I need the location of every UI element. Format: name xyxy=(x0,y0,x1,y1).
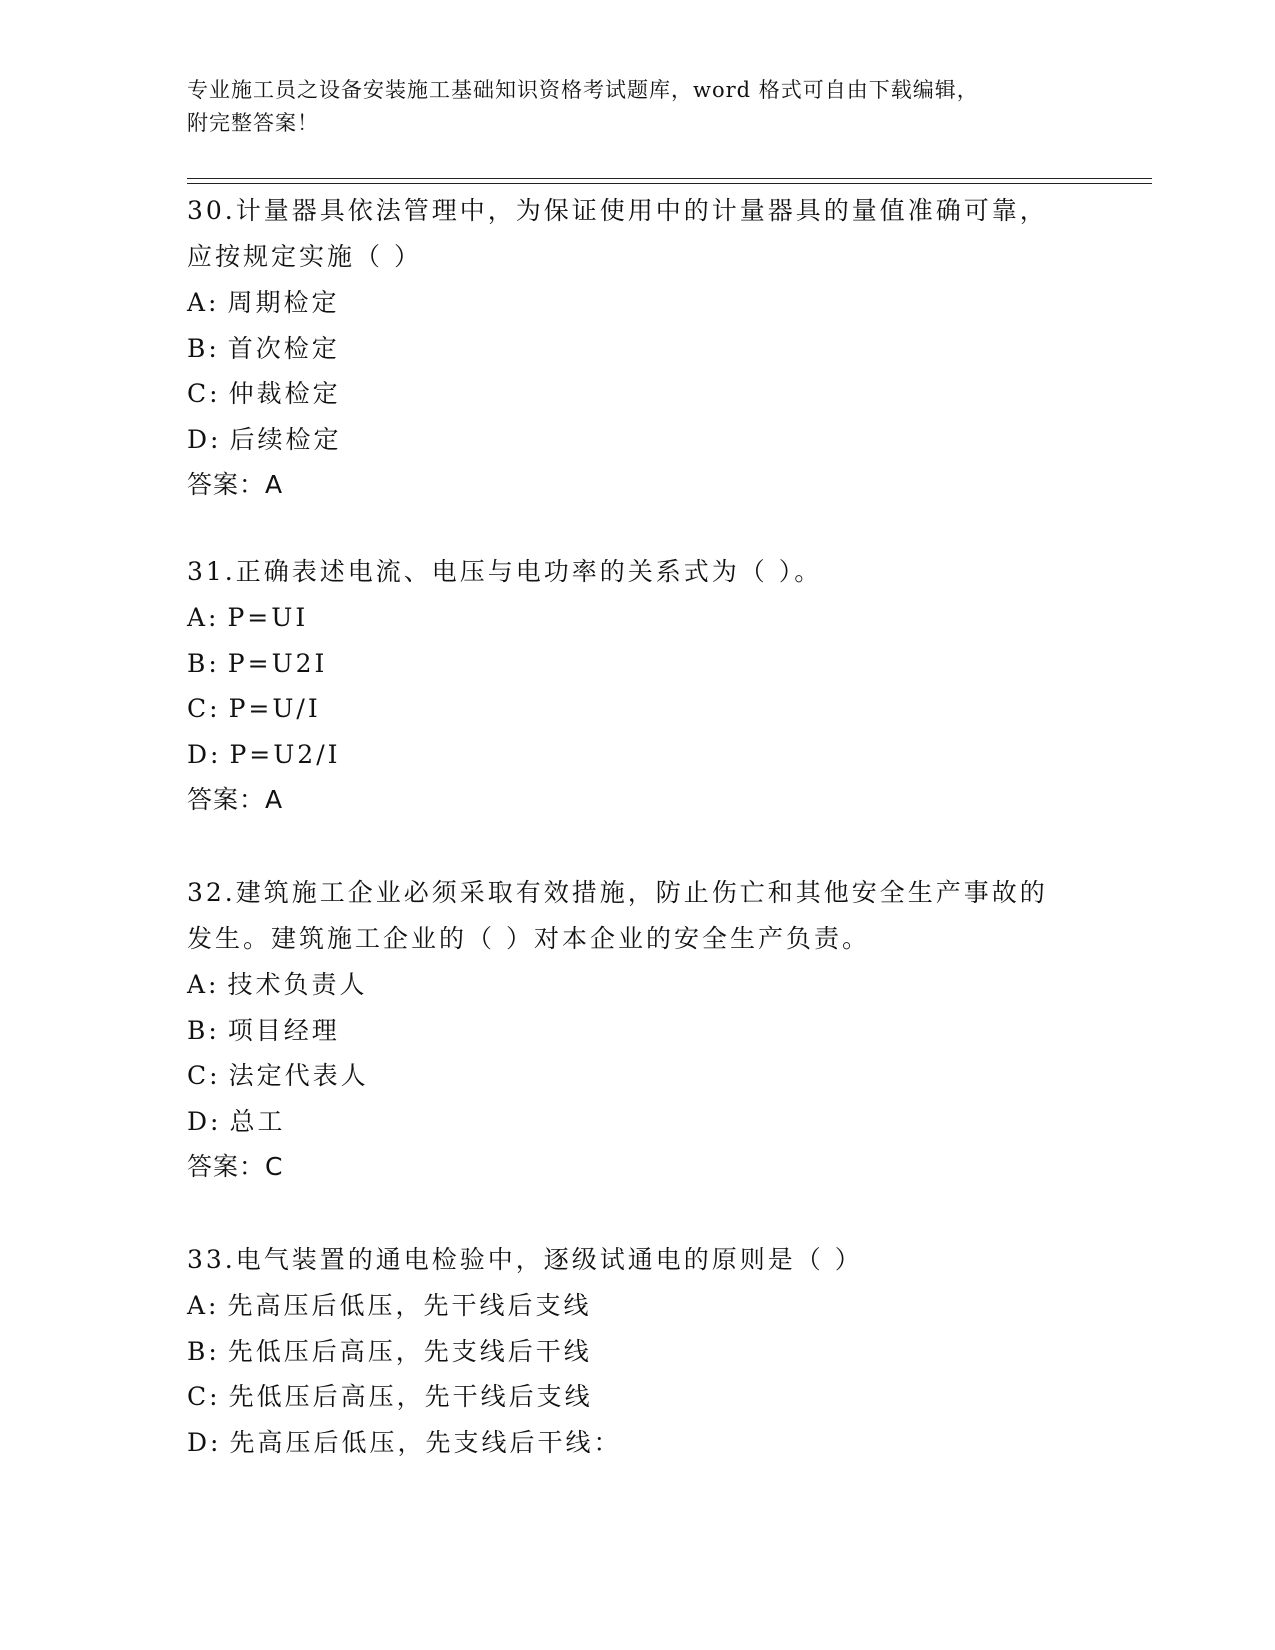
question-30 xyxy=(187,188,1087,508)
option-text: P=U/I xyxy=(228,694,321,723)
question-32 xyxy=(187,870,1087,1190)
option-text: 项目经理 xyxy=(227,1015,340,1045)
option-b xyxy=(187,1329,1087,1375)
stem-line: 33.电气装置的通电检验中，逐级试通电的原则是（ ） xyxy=(187,1245,863,1274)
option-text: 法定代表人 xyxy=(228,1061,369,1090)
option-key: A: xyxy=(187,970,220,999)
stem-line: 32.建筑施工企业必须采取有效措施，防止伤亡和其他安全生产事故的 xyxy=(187,878,1048,907)
option-text: P=U2I xyxy=(227,648,328,678)
option-text: 仲裁检定 xyxy=(228,379,341,408)
option-key: B: xyxy=(187,1015,220,1045)
option-text: 首次检定 xyxy=(227,333,340,363)
option-key: B: xyxy=(187,1336,220,1366)
option-text: 技术负责人 xyxy=(227,970,368,999)
option-b xyxy=(187,641,1087,687)
question-stem xyxy=(187,188,1087,280)
option-text: 先低压后高压，先支线后干线 xyxy=(227,1336,592,1366)
option-key: C: xyxy=(187,1061,221,1090)
option-a xyxy=(187,1283,1087,1329)
stem-line: 应按规定实施（ ） xyxy=(187,242,422,271)
option-a xyxy=(187,280,1087,326)
stem-line: 31.正确表述电流、电压与电功率的关系式为（ ）。 xyxy=(187,557,823,586)
question-33 xyxy=(187,1237,1087,1465)
option-key: C: xyxy=(187,694,221,723)
header-divider-top xyxy=(187,178,1152,179)
question-31 xyxy=(187,549,1087,823)
option-key: B: xyxy=(187,648,220,678)
option-b xyxy=(187,326,1087,372)
option-a xyxy=(187,962,1087,1008)
option-c xyxy=(187,371,1087,417)
option-d xyxy=(187,732,1087,778)
option-key: D: xyxy=(187,1106,222,1136)
option-c xyxy=(187,686,1087,732)
option-text: 总工 xyxy=(229,1106,286,1136)
option-c xyxy=(187,1053,1087,1099)
option-key: A: xyxy=(187,603,220,632)
option-text: 先低压后高压，先干线后支线 xyxy=(228,1382,593,1411)
option-b xyxy=(187,1008,1087,1054)
option-key: A: xyxy=(187,1291,220,1320)
header-line-1: 专业施工员之设备安装施工基础知识资格考试题库，word 格式可自由下载编辑， xyxy=(187,78,979,102)
document-header xyxy=(187,74,1087,140)
option-a xyxy=(187,595,1087,641)
option-d xyxy=(187,1420,1087,1466)
question-stem xyxy=(187,549,1087,595)
header-divider-bottom xyxy=(187,183,1152,184)
stem-line: 发生。建筑施工企业的（ ）对本企业的安全生产负责。 xyxy=(187,924,870,953)
answer-line: 答案：C xyxy=(187,1152,284,1181)
question-stem xyxy=(187,870,1087,962)
option-c xyxy=(187,1374,1087,1420)
option-text: 先高压后低压，先支线后干线： xyxy=(229,1427,622,1457)
option-text: 周期检定 xyxy=(227,288,340,317)
option-key: C: xyxy=(187,1382,221,1411)
header-line-2: 附完整答案！ xyxy=(187,111,319,135)
option-key: D: xyxy=(187,424,222,454)
question-stem xyxy=(187,1237,1087,1283)
answer-line: 答案：A xyxy=(187,785,284,814)
option-key: D: xyxy=(187,1427,222,1457)
option-key: D: xyxy=(187,739,222,769)
option-text: P=UI xyxy=(227,603,309,632)
stem-line: 30.计量器具依法管理中，为保证使用中的计量器具的量值准确可靠， xyxy=(187,196,1048,225)
option-key: A: xyxy=(187,288,220,317)
option-text: P=U2/I xyxy=(229,739,341,769)
option-text: 后续检定 xyxy=(229,424,342,454)
option-key: B: xyxy=(187,333,220,363)
option-d xyxy=(187,1099,1087,1145)
option-key: C: xyxy=(187,379,221,408)
option-text: 先高压后低压，先干线后支线 xyxy=(227,1291,592,1320)
option-d xyxy=(187,417,1087,463)
answer-line: 答案：A xyxy=(187,470,284,499)
